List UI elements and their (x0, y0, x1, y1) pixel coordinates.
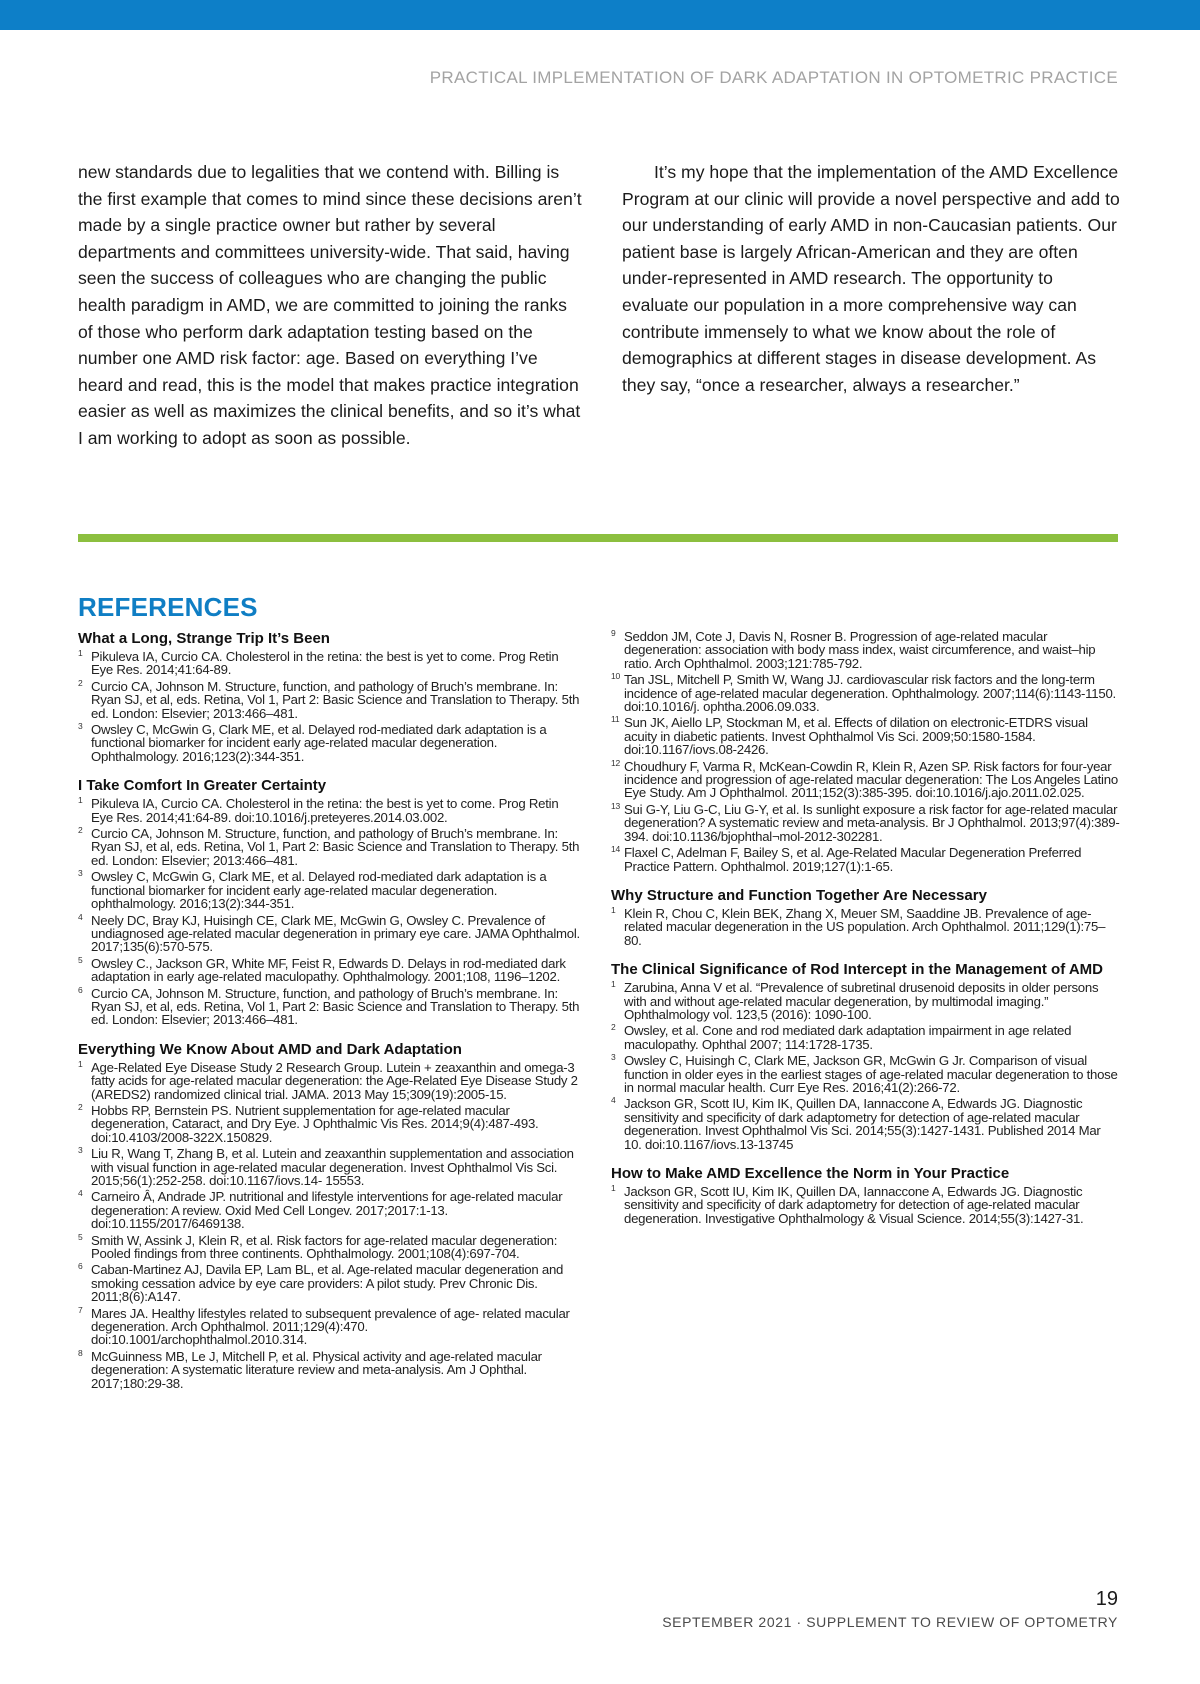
reference-number: 2 (611, 1022, 616, 1033)
reference-text: Neely DC, Bray KJ, Huisingh CE, Clark ME, McGwin G, Owsley C. Prevalence of undiagnosed age-related macular degeneration in primary eye care. JAMA Ophthalmol. 2017;135(6):570-575. (91, 912, 580, 955)
body-column-right (622, 159, 1122, 398)
reference-number: 4 (78, 1188, 83, 1199)
reference-text: Seddon JM, Cote J, Davis N, Rosner B. Progression of age-related macular degeneration: association with body mass index, waist circumference, and waist–hip ratio. Arch Ophthalmol. 2003;121:785-792. (624, 629, 1096, 671)
reference-number: 2 (78, 825, 83, 836)
reference-text: Carneiro Â, Andrade JP. nutritional and lifestyle interventions for age-related macular degeneration: A review. Oxid Med Cell Longev. 2017;2017:1-13. doi:10.1155/2017/6469138. (91, 1189, 563, 1232)
reference-item (611, 673, 1121, 713)
reference-number: 4 (611, 1095, 616, 1106)
reference-number: 6 (78, 1261, 83, 1272)
reference-number: 2 (78, 1101, 83, 1112)
reference-number: 12 (611, 757, 620, 768)
reference-number: 13 (611, 800, 620, 811)
reference-text: Tan JSL, Mitchell P, Smith W, Wang JJ. cardiovascular risk factors and the long-term incidence of age-related macular degeneration. Ophthalmology. 2007;114(6):1143-1150. doi:10.1016/j. ophtha.2006.09.033. (624, 672, 1116, 715)
reference-item (78, 677, 583, 721)
reference-text: Jackson GR, Scott IU, Kim IK, Quillen DA, Iannaccone A, Edwards JG. Diagnostic sensitivity and specificity of dark adaptometry for detection of age-related macular degeneration. Invest Ophthalmol Vis Sci. 2014;55(3):1427-1431. Published 2014 Mar 10. doi:10.1167/iovs.13-13745 (624, 1096, 1101, 1152)
page-number: 19 (1095, 1588, 1118, 1610)
reference-item (78, 1058, 583, 1102)
reference-section (78, 1041, 583, 1390)
reference-text: Owsley C, Huisingh C, Clark ME, Jackson GR, McGwin G Jr. Comparison of visual function in older eyes in the earliest stages of age-related macular degeneration to those in normal macular health. Curr Eye Res. 2016;41(2):266-72. (624, 1053, 1118, 1095)
reference-text: Choudhury F, Varma R, McKean-Cowdin R, Klein R, Azen SP. Risk factors for four-year incidence and progression of age-related macular degeneration: The Los Angeles Latino Eye Study. Am J Ophthalmol. 2011;152(3):385-395. doi:10.1016/j.ajo.2011.02.025. (624, 758, 1118, 801)
references-column-right (611, 630, 1121, 1239)
reference-item (78, 1304, 583, 1348)
reference-number: 1 (78, 1058, 83, 1069)
reference-text: Owsley, et al. Cone and rod mediated dark adaptation impairment in age related maculopathy. Ophthal 2007; 114:1728-1735. (624, 1023, 1072, 1052)
reference-item (611, 904, 1121, 948)
reference-section (78, 777, 583, 1027)
reference-number: 3 (78, 1145, 83, 1156)
reference-text: Sun JK, Aiello LP, Stockman M, et al. Effects of dilation on electronic-ETDRS visual acuity in diabetic patients. Invest Ophthalmol Vis Sci. 2009;50:1580-1584. doi:10.1167/iovs.08-2426. (624, 715, 1088, 758)
reference-section (611, 961, 1121, 1151)
reference-section-title: What a Long, Strange Trip It’s Been (78, 630, 330, 647)
reference-section (611, 887, 1121, 947)
reference-number: 5 (78, 1231, 83, 1242)
body-column-left (78, 159, 583, 452)
reference-text: Curcio CA, Johnson M. Structure, function, and pathology of Bruch’s membrane. In: Ryan SJ, et al, eds. Retina, Vol 1, Part 2: Basic Science and Translation to Therapy. 5th ed. London: Elsevier; 2013:466–481. (91, 678, 580, 721)
reference-section (611, 1165, 1121, 1225)
reference-text: Zarubina, Anna V et al. “Prevalence of subretinal drusenoid deposits in older persons with and without age-related macular degeneration, by multimodal imaging.” Ophthalmology vol. 123,5 (2016): 1090-100. (624, 980, 1099, 1022)
reference-text: Jackson GR, Scott IU, Kim IK, Quillen DA, Iannaccone A, Edwards JG. Diagnostic sensitivity and specificity of dark adaptometry for detection of age-related macular degeneration. Investigative Ophthalmology & Visual Science. 2014;55(3):1427-31. (624, 1184, 1084, 1226)
reference-number: 1 (78, 648, 83, 658)
reference-item (78, 984, 583, 1028)
reference-text: Mares JA. Healthy lifestyles related to subsequent prevalence of age- related macular degeneration. Arch Ophthalmol. 2011;129(4):470. doi:10.1001/archophthalmol.2010.314. (91, 1305, 570, 1348)
reference-item (78, 1263, 583, 1303)
reference-item (78, 1101, 583, 1145)
reference-item (611, 846, 1121, 873)
reference-item (78, 1190, 583, 1230)
reference-number: 9 (611, 628, 616, 638)
reference-text: Hobbs RP, Bernstein PS. Nutrient supplementation for age-related macular degeneration, Cataract, and Dry Eye. J Ophthalmic Vis Res. 2014;9(4):487-493. doi:10.4103/2008-322X.150829. (91, 1102, 539, 1145)
reference-item (78, 954, 583, 985)
body-paragraph: It’s my hope that the implementation of the AMD Excellence Program at our clinic will provide a novel perspective and add to our understanding of early AMD in non-Caucasian patients. Our patient base is largely African-American and they are often under-represented in AMD research. The opportunity to evaluate our population in a more comprehensive way can contribute immensely to what we know about the role of demographics at different stages in disease development. As they say, “once a researcher, always a researcher.” (622, 162, 1120, 395)
reference-text: Pikuleva IA, Curcio CA. Cholesterol in the retina: the best is yet to come. Prog Retin Eye Res. 2014;41:64-89. (91, 649, 559, 678)
reference-text: Age-Related Eye Disease Study 2 Research Group. Lutein + zeaxanthin and omega-3 fatty acids for age-related macular degeneration: the Age-Related Eye Disease Study 2 (AREDS2) randomized clinical trial. JAMA. 2013 May 15;309(19):2005-15. (91, 1059, 578, 1102)
reference-item (611, 981, 1121, 1021)
reference-number: 3 (611, 1052, 616, 1063)
reference-list (78, 797, 583, 1027)
reference-section-title: How to Make AMD Excellence the Norm in Your Practice (611, 1165, 1010, 1182)
reference-item (78, 1347, 583, 1391)
references-column-left (78, 630, 583, 1404)
reference-text: Curcio CA, Johnson M. Structure, function, and pathology of Bruch’s membrane. In: Ryan SJ, et al, eds. Retina, Vol 1, Part 2: Basic Science and Translation to Therapy. 5th ed. London: Elsevier; 2013:466–481. (91, 826, 580, 868)
reference-number: 3 (78, 868, 83, 879)
reference-text: Smith W, Assink J, Klein R, et al. Risk factors for age-related macular degeneration: Pooled findings from three continents. Ophthalmology. 2001;108(4):697-704. (91, 1232, 558, 1262)
reference-section-title: Why Structure and Function Together Are Necessary (611, 886, 987, 904)
reference-number: 14 (611, 844, 620, 855)
reference-number: 11 (611, 714, 620, 725)
reference-text: Flaxel C, Adelman F, Bailey S, et al. Age-Related Macular Degeneration Preferred Practice Pattern. Ophthalmol. 2019;127(1):1-65. (624, 845, 1082, 874)
reference-text: Owsley C, McGwin G, Clark ME, et al. Delayed rod-mediated dark adaptation is a functional biomarker for incident early age-related macular degeneration. Ophthalmology. 2016;123(2):344-351. (91, 722, 547, 764)
reference-number: 3 (78, 721, 83, 732)
reference-number: 2 (78, 677, 83, 688)
reference-number: 6 (78, 984, 83, 995)
reference-text: Curcio CA, Johnson M. Structure, function, and pathology of Bruch’s membrane. In: Ryan SJ, et al, eds. Retina, Vol 1, Part 2: Basic Science and Translation to Therapy. 5th ed. London: Elsevier; 2013:466–481. (91, 985, 580, 1028)
reference-text: Pikuleva IA, Curcio CA. Cholesterol in the retina: the best is yet to come. Prog Retin Eye Res. 2014;41:64-89. doi:10.1016/j.preteyeres.2014.03.002. (91, 796, 559, 825)
reference-list (78, 650, 583, 763)
reference-item (611, 800, 1121, 844)
footer-publication: SEPTEMBER 2021 · SUPPLEMENT TO REVIEW OF OPTOMETRY (662, 1614, 1118, 1630)
reference-text: Owsley C, McGwin G, Clark ME, et al. Delayed rod-mediated dark adaptation is a functional biomarker for incident early age-related macular degeneration. ophthalmology. 2016;13(2):344-351. (91, 869, 547, 912)
reference-number: 1 (611, 904, 616, 915)
reference-list (611, 630, 1121, 873)
reference-item (611, 1024, 1121, 1051)
reference-number: 8 (78, 1347, 83, 1358)
running-header: PRACTICAL IMPLEMENTATION OF DARK ADAPTATION IN OPTOMETRIC PRACTICE (429, 68, 1118, 87)
reference-text: Klein R, Chou C, Klein BEK, Zhang X, Meuer SM, Saaddine JB. Prevalence of age-related macular degeneration in the US population. Arch Ophthalmol. 2011;129(1):75–80. (624, 905, 1106, 948)
reference-text: Caban-Martinez AJ, Davila EP, Lam BL, et al. Age-related macular degeneration and smoking cessation advice by eye care providers: A pilot study. Prev Chronic Dis. 2011;8(6):A147. (91, 1262, 564, 1305)
reference-item (78, 870, 583, 910)
reference-section-title: I Take Comfort In Greater Certainty (78, 777, 327, 795)
reference-item (611, 1185, 1121, 1225)
section-divider (78, 534, 1118, 542)
reference-number: 7 (78, 1304, 83, 1315)
reference-list (611, 981, 1121, 1151)
reference-item (611, 757, 1121, 801)
reference-number: 1 (611, 1183, 616, 1193)
reference-text: Liu R, Wang T, Zhang B, et al. Lutein and zeaxanthin supplementation and association with visual function in age-related macular degeneration. Invest Ophthalmol Vis Sci. 2015;56(1):252-258. doi:10.1167/iovs.14- 15553. (91, 1146, 574, 1188)
reference-item (611, 716, 1121, 756)
reference-item (78, 650, 583, 677)
reference-item (78, 1231, 583, 1262)
reference-number: 4 (78, 911, 83, 922)
reference-number: 1 (611, 979, 616, 990)
reference-item (78, 827, 583, 867)
reference-list (611, 1185, 1121, 1225)
reference-item (611, 1054, 1121, 1094)
reference-list (78, 1058, 583, 1391)
body-paragraph: new standards due to legalities that we contend with. Billing is the first example that comes to mind since these decisions aren’t made by a single practice owner but rather by several departments and committees university-wide. That said, having seen the success of colleagues who are changing the public health paradigm in AMD, we are committed to joining the ranks of those who perform dark adaptation testing based on the number one AMD risk factor: age. Based on everything I’ve heard and read, this is the model that makes practice integration easier as well as maximizes the clinical benefits, and so it’s what I am working to adopt as soon as possible. (78, 162, 582, 448)
reference-text: Owsley C., Jackson GR, White MF, Feist R, Edwards D. Delays in rod-mediated dark adaptation in early age-related maculopathy. Ophthalmology. 2001;108, 1196–1202. (91, 955, 566, 985)
reference-text: Sui G-Y, Liu G-C, Liu G-Y, et al. Is sunlight exposure a risk factor for age-related macular degeneration? A systematic review and meta-analysis. Br J Ophthalmol. 2013;97(4):389-394. doi:10.1136/bjophthal¬mol-2012-302281. (624, 801, 1120, 844)
references-heading: REFERENCES (78, 592, 258, 622)
reference-item (611, 630, 1121, 670)
reference-list (611, 904, 1121, 948)
reference-section-title: The Clinical Significance of Rod Intercept in the Management of AMD (611, 961, 1103, 979)
reference-item (611, 1097, 1121, 1151)
reference-section-title: Everything We Know About AMD and Dark Adaptation (78, 1040, 462, 1058)
top-color-bar (0, 0, 1200, 30)
reference-item (78, 797, 583, 824)
reference-item (78, 911, 583, 955)
reference-section (611, 630, 1121, 873)
reference-section (78, 630, 583, 763)
reference-item (78, 723, 583, 763)
reference-item (78, 1147, 583, 1187)
reference-number: 5 (78, 954, 83, 965)
reference-number: 10 (611, 671, 620, 682)
reference-number: 1 (78, 795, 83, 806)
reference-text: McGuinness MB, Le J, Mitchell P, et al. Physical activity and age-related macular degeneration: A systematic literature review and meta-analysis. Am J Ophthal. 2017;180:29-38. (91, 1348, 542, 1391)
